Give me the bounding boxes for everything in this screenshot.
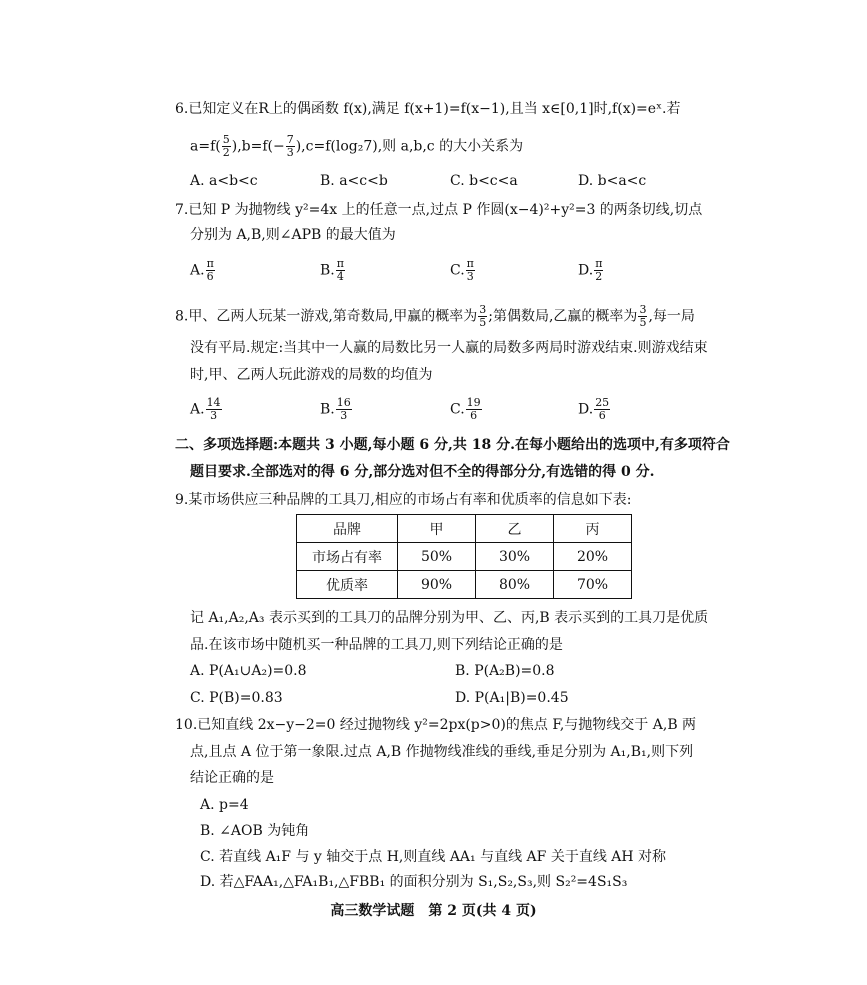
q6-option-c[interactable]: C. b<c<a [450, 173, 518, 189]
q10-line3: 结论正确的是 [190, 770, 274, 786]
table-row [297, 571, 632, 599]
q8-option-d[interactable]: D. $\frac{25}{6}$ [578, 396, 610, 422]
q8-line3: 时,甲、乙两人玩此游戏的局数的均值为 [190, 367, 433, 383]
table-cell: 市场占有率 [297, 543, 398, 571]
page-footer: 高三数学试题 第 2 页(共 4 页) [330, 903, 537, 919]
q6-a-prefix: a=f( [190, 138, 221, 155]
table-cell: 优质率 [297, 571, 398, 599]
q7-option-a[interactable]: A. $\frac{\pi}{6}$ [190, 257, 214, 283]
q10-line1: 10.已知直线 2x−y−2=0 经过抛物线 y²=2px(p>0)的焦点 F,与抛物线交于 A,B 两 [175, 717, 697, 733]
q8-option-c[interactable]: C. $\frac{19}{6}$ [450, 396, 481, 422]
q6-line1: 6.已知定义在R上的偶函数 f(x),满足 f(x+1)=f(x−1),且当 x∈[0,1]时,f(x)=eˣ.若 [175, 101, 681, 117]
q9-option-b[interactable]: B. P(A₂B)=0.8 [455, 663, 555, 679]
brand-info-table [296, 514, 632, 599]
q7-line2: 分别为 A,B,则∠APB 的最大值为 [190, 227, 396, 243]
table-cell: 90% [398, 571, 476, 599]
table-header-cell: 丙 [554, 515, 632, 543]
q10-option-b[interactable]: B. ∠AOB 为钝角 [200, 823, 310, 839]
q7-option-b[interactable]: B. $\frac{\pi}{4}$ [320, 257, 344, 283]
q9-option-d[interactable]: D. P(A₁|B)=0.45 [455, 690, 569, 706]
q10-line2: 点,且点 A 位于第一象限.过点 A,B 作抛物线准线的垂线,垂足分别为 A₁,B₁,则下列 [190, 744, 694, 760]
q10-option-d[interactable]: D. 若△FAA₁,△FA₁B₁,△FBB₁ 的面积分别为 S₁,S₂,S₃,则 S₂²=4S₁S₃ [200, 874, 628, 890]
q9-option-a[interactable]: A. P(A₁∪A₂)=0.8 [190, 663, 307, 679]
q9-line2: 记 A₁,A₂,A₃ 表示买到的工具刀的品牌分别为甲、乙、丙,B 表示买到的工具刀是优质 [190, 610, 709, 626]
table-cell: 70% [554, 571, 632, 599]
q9-option-c[interactable]: C. P(B)=0.83 [190, 690, 283, 706]
q8-p1-fraction: $\frac{3}{5}$ [479, 303, 487, 329]
q10-option-a[interactable]: A. p=4 [200, 797, 249, 813]
q8-line1: 8.甲、乙两人玩某一游戏,第奇数局,甲赢的概率为 $\frac{3}{5}$ ;第偶数局,乙赢的概率为 $\frac{3}{5}$ ,每一局 [175, 303, 695, 329]
table-cell: 30% [476, 543, 554, 571]
q6-option-d[interactable]: D. b<a<c [578, 173, 647, 189]
q6-b-fraction: $\frac{7}{3}$ [286, 133, 294, 159]
q9-line3: 品.在该市场中随机买一种品牌的工具刀,则下列结论正确的是 [190, 637, 563, 653]
table-header-row [297, 515, 632, 543]
section2-heading-line1: 二、多项选择题:本题共 3 小题,每小题 6 分,共 18 分.在每小题给出的选项中,有多项符合 [175, 437, 730, 453]
q6-line2 [190, 134, 523, 159]
q10-option-c[interactable]: C. 若直线 A₁F 与 y 轴交于点 H,则直线 AA₁ 与直线 AF 关于直线 AH 对称 [200, 849, 667, 865]
q6-option-b[interactable]: B. a<c<b [320, 173, 388, 189]
section2-heading-line2: 题目要求.全部选对的得 6 分,部分选对但不全的得部分分,有选错的得 0 分. [190, 464, 655, 480]
q6-option-a[interactable]: A. a<b<c [190, 173, 258, 189]
q7-option-c[interactable]: C. $\frac{\pi}{3}$ [450, 257, 474, 283]
q8-option-a[interactable]: A. $\frac{14}{3}$ [190, 396, 221, 422]
table-cell: 20% [554, 543, 632, 571]
q8-line2: 没有平局.规定:当其中一人赢的局数比另一人赢的局数多两局时游戏结束.则游戏结束 [190, 340, 708, 356]
table-header-cell: 乙 [476, 515, 554, 543]
q7-line1: 7.已知 P 为抛物线 y²=4x 上的任意一点,过点 P 作圆(x−4)²+y²=3 的两条切线,切点 [175, 202, 703, 218]
q9-line1: 9.某市场供应三种品牌的工具刀,相应的市场占有率和优质率的信息如下表: [175, 492, 632, 508]
table-header-cell: 品牌 [297, 515, 398, 543]
table-header-cell: 甲 [398, 515, 476, 543]
q8-p2-fraction: $\frac{3}{5}$ [639, 303, 647, 329]
table-cell: 50% [398, 543, 476, 571]
q8-option-b[interactable]: B. $\frac{16}{3}$ [320, 396, 351, 422]
q6-b-prefix: ),b=f(− [231, 138, 285, 155]
table-cell: 80% [476, 571, 554, 599]
q7-option-d[interactable]: D. $\frac{\pi}{2}$ [578, 257, 603, 283]
q6-a-fraction: $\frac{5}{2}$ [222, 133, 230, 159]
q6-rest: ),c=f(log₂7),则 a,b,c 的大小关系为 [295, 138, 524, 155]
table-row [297, 543, 632, 571]
